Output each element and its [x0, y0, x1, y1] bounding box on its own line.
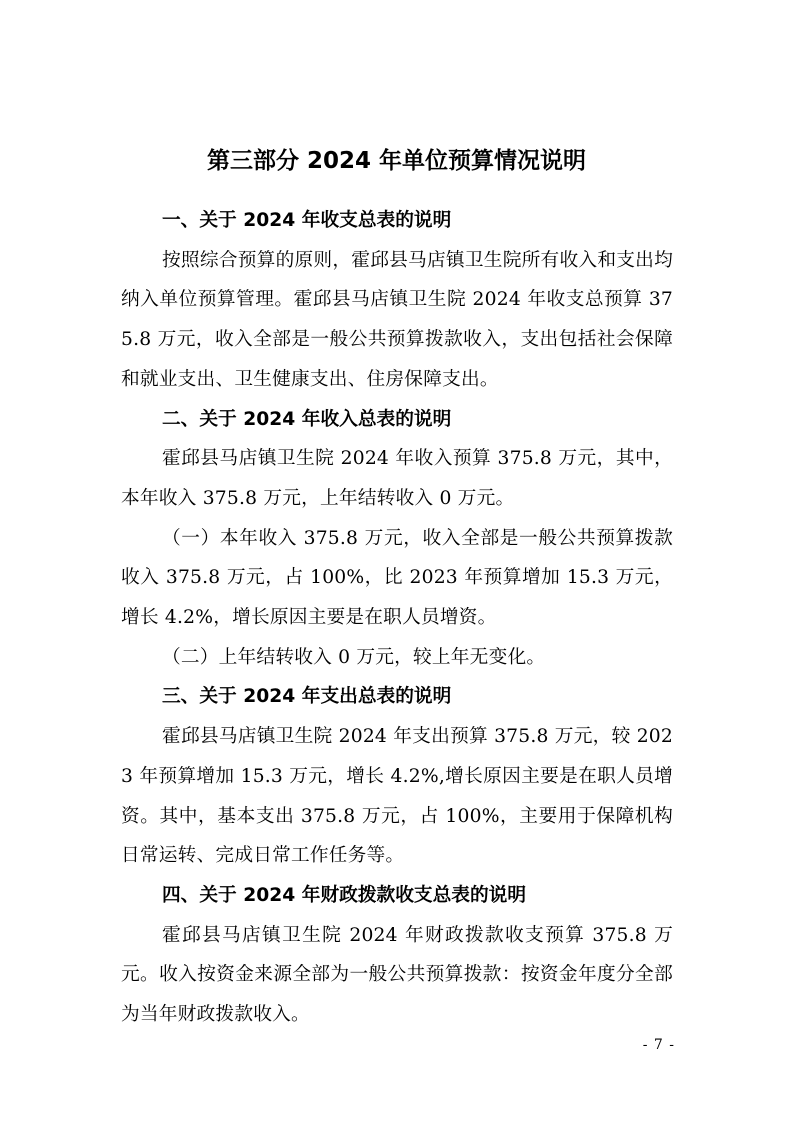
section-heading: 一、关于 2024 年收支总表的说明 — [162, 210, 452, 231]
page-number: - 7 - — [642, 1037, 675, 1053]
section-heading: 二、关于 2024 年收入总表的说明 — [162, 408, 452, 430]
section-income-summary — [121, 400, 673, 678]
page-title: 第三部分 2024 年单位预算情况说明 — [206, 148, 587, 175]
paragraph: 霍邱县马店镇卫生院 2024 年财政拨款收支预算 375.8 万元。收入按资金来源全部为一般公共预算拨款：按资金年度分全部为当年财政拨款收入。 — [121, 924, 673, 1026]
paragraph: （二）上年结转收入 0 万元，较上年无变化。 — [162, 646, 546, 668]
paragraph: 霍邱县马店镇卫生院 2024 年支出预算 375.8 万元，较 2023 年预算增加 15.3 万元，增长 4.2%,增长原因主要是在职人员增资。其中，基本支出 375.8 万元，占 100%，主要用于保障机构日常运转、完成日常工作任务等。 — [121, 726, 673, 867]
section-heading: 三、关于 2024 年支出总表的说明 — [162, 686, 452, 708]
section-fiscal-appropriation-summary — [121, 876, 673, 1035]
section-expense-summary — [121, 677, 673, 876]
paragraph: （一）本年收入 375.8 万元，收入全部是一般公共预算拨款收入 375.8 万元，占 100%，比 2023 年预算增加 15.3 万元，增长 4.2%，增长原因主要是在职人员增资。 — [121, 527, 673, 629]
paragraph: 按照综合预算的原则，霍邱县马店镇卫生院所有收入和支出均纳入单位预算管理。霍邱县马店镇卫生院 2024 年收支总预算 375.8 万元，收入全部是一般公共预算拨款收入，支出包括社会保障和就业支出、卫生健康支出、住房保障支出。 — [121, 249, 673, 390]
section-income-expense-summary — [121, 201, 673, 400]
document-body — [121, 201, 673, 1035]
paragraph: 霍邱县马店镇卫生院 2024 年收入预算 375.8 万元，其中，本年收入 375.8 万元，上年结转收入 0 万元。 — [121, 448, 673, 509]
section-heading: 四、关于 2024 年财政拨款收支总表的说明 — [162, 884, 527, 906]
